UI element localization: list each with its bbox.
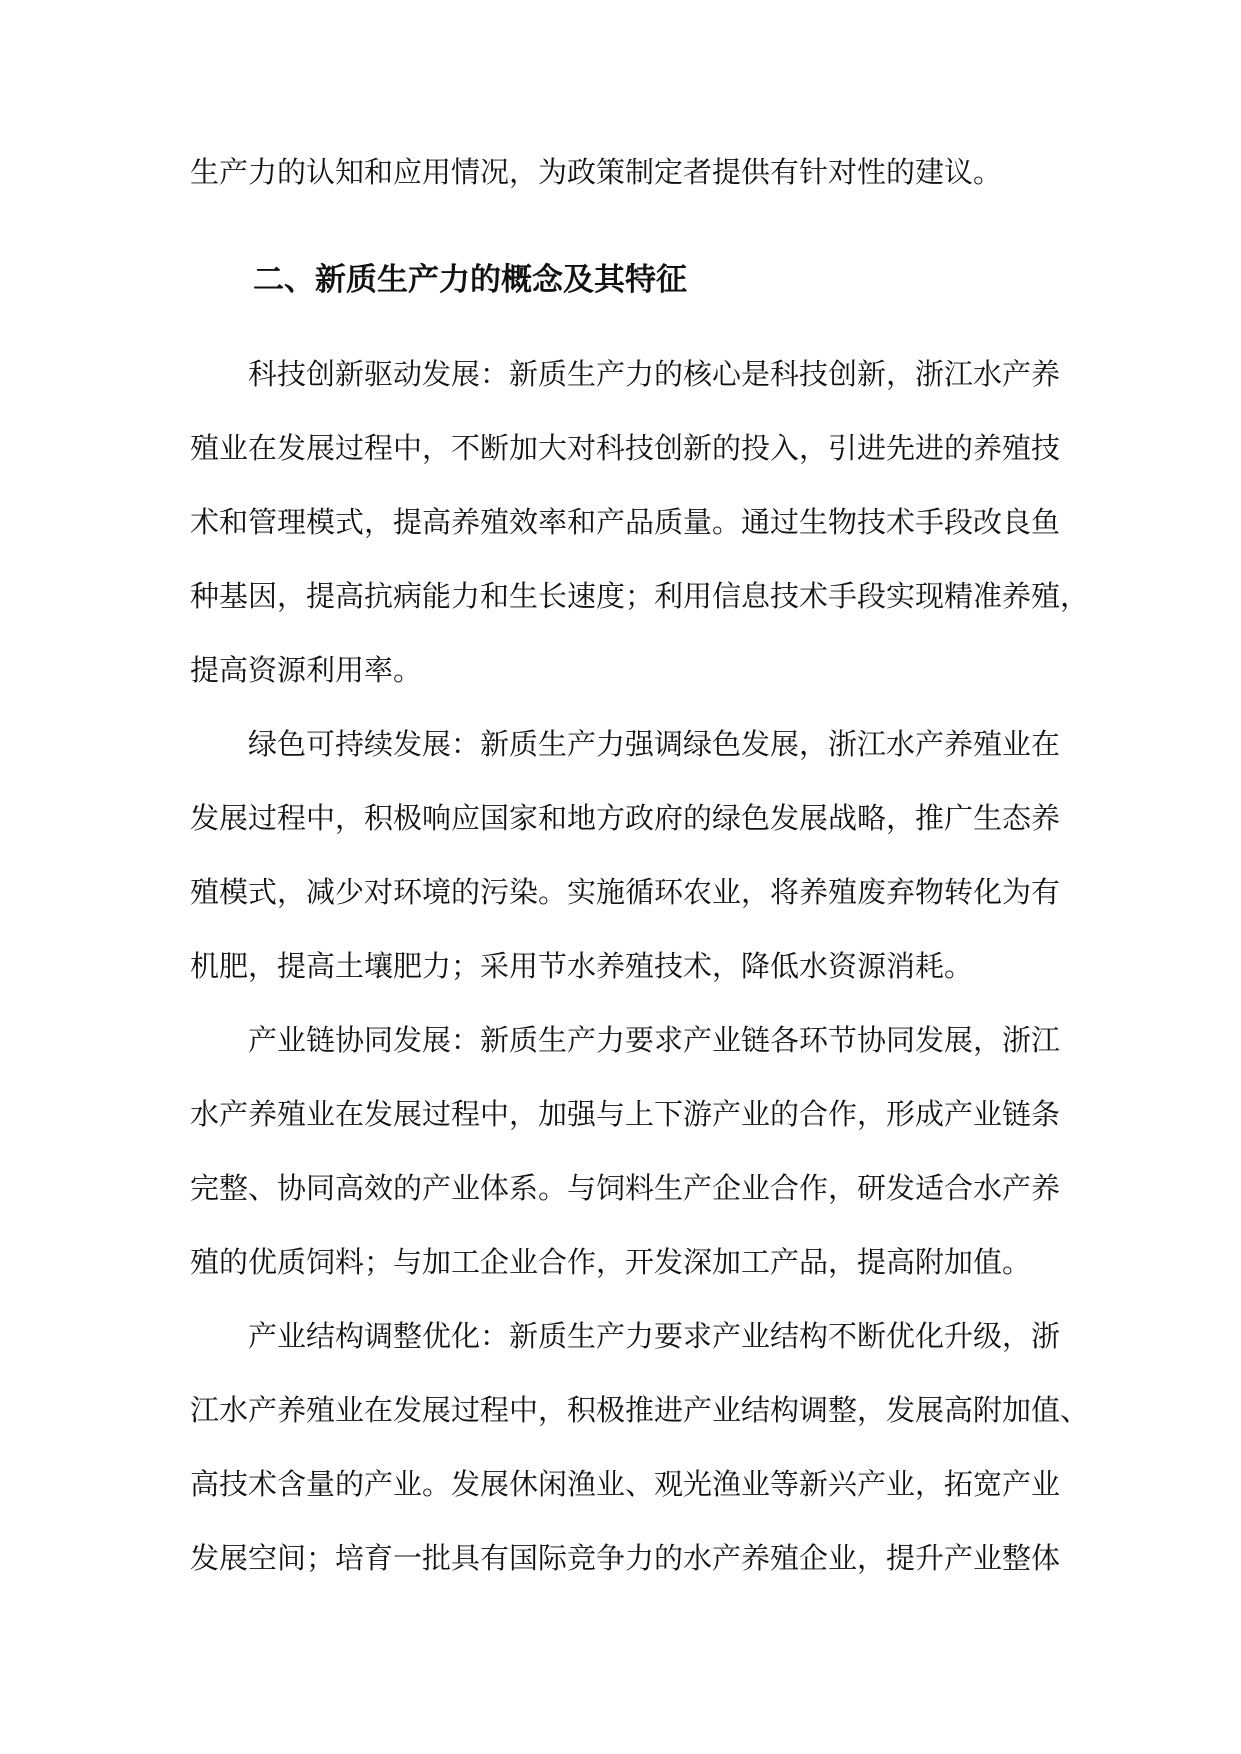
text-line: 高技术含量的产业。发展休闲渔业、观光渔业等新兴产业，拓宽产业 (190, 1467, 1061, 1501)
text-line: 江水产养殖业在发展过程中，积极推进产业结构调整，发展高附加值、 (190, 1393, 1090, 1427)
text-line: 种基因，提高抗病能力和生长速度；利用信息技术手段实现精准养殖， (190, 579, 1090, 613)
text-line: 殖业在发展过程中，不断加大对科技创新的投入，引进先进的养殖技 (190, 431, 1061, 465)
text-line: 完整、协同高效的产业体系。与饲料生产企业合作，研发适合水产养 (190, 1171, 1061, 1205)
section-heading: 二、新质生产力的概念及其特征 (253, 262, 687, 298)
paragraph-green-development (190, 707, 1060, 1003)
text-line: 产业结构调整优化：新质生产力要求产业结构不断优化升级，浙 (248, 1319, 1061, 1353)
text-line: 殖的优质饲料；与加工企业合作，开发深加工产品，提高附加值。 (190, 1245, 1032, 1279)
text-line: 水产养殖业在发展过程中，加强与上下游产业的合作，形成产业链条 (190, 1097, 1061, 1131)
text-line: 殖模式，减少对环境的污染。实施循环农业，将养殖废弃物转化为有 (190, 875, 1061, 909)
text-line: 术和管理模式，提高养殖效率和产品质量。通过生物技术手段改良鱼 (190, 505, 1061, 539)
text-line: 生产力的认知和应用情况，为政策制定者提供有针对性的建议。 (190, 155, 1003, 189)
text-line: 绿色可持续发展：新质生产力强调绿色发展，浙江水产养殖业在 (248, 727, 1061, 761)
text-line: 科技创新驱动发展：新质生产力的核心是科技创新，浙江水产养 (248, 357, 1061, 391)
text-line: 产业链协同发展：新质生产力要求产业链各环节协同发展，浙江 (248, 1023, 1061, 1057)
paragraph-industry-chain (190, 1003, 1060, 1299)
text-line: 提高资源利用率。 (190, 653, 423, 687)
paragraph-tech-innovation (190, 337, 1090, 707)
intro-paragraph-tail (190, 135, 1060, 209)
text-line: 发展过程中，积极响应国家和地方政府的绿色发展战略，推广生态养 (190, 801, 1061, 835)
text-line: 发展空间；培育一批具有国际竞争力的水产养殖企业，提升产业整体 (190, 1541, 1061, 1575)
text-line: 机肥，提高土壤肥力；采用节水养殖技术，降低水资源消耗。 (190, 949, 974, 983)
paragraph-industry-structure (190, 1299, 1090, 1595)
